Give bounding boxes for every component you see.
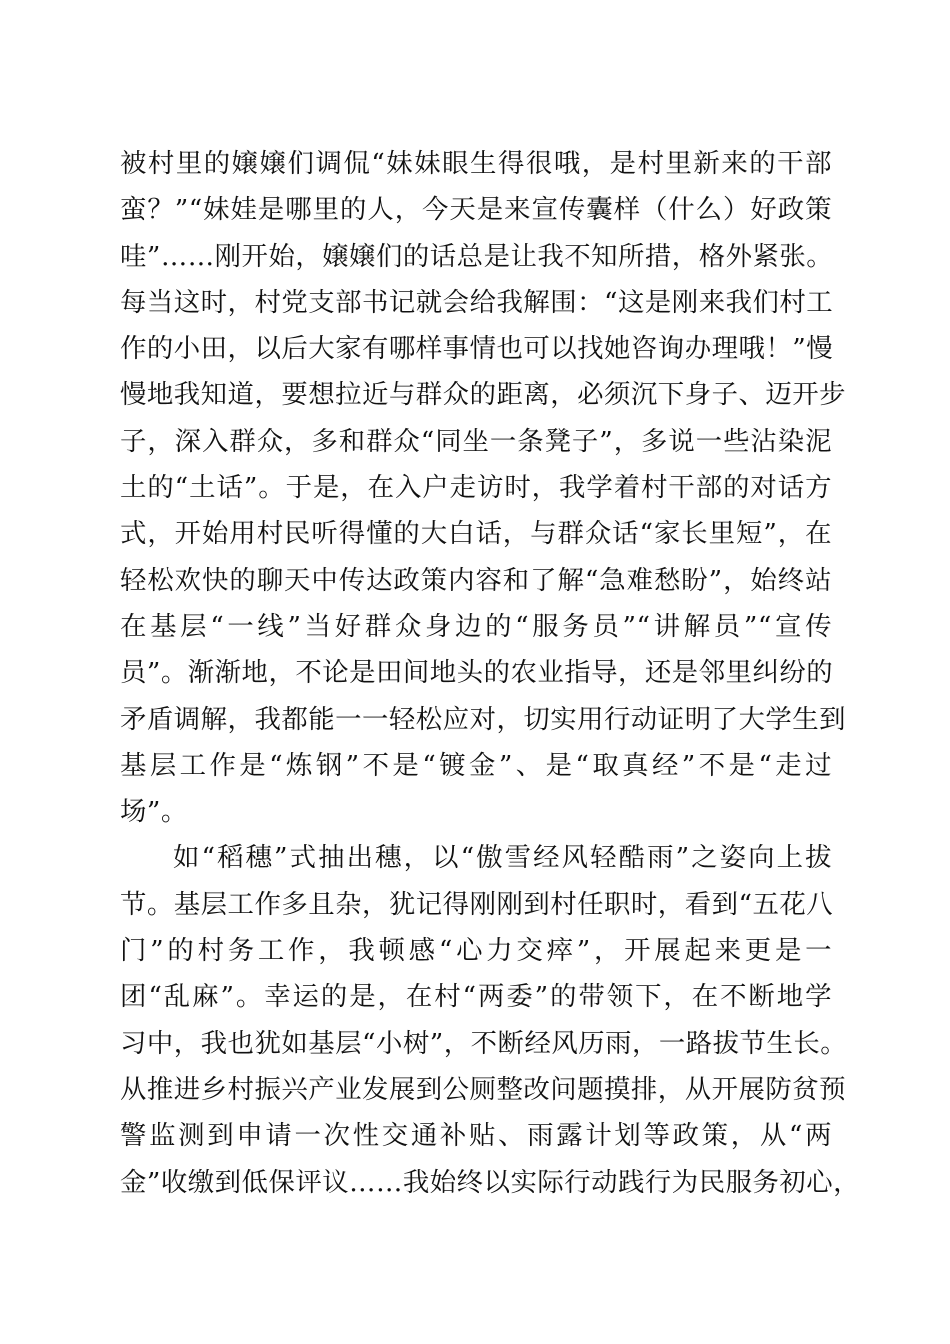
- text-line: 式，开始用村民听得懂的大白话，与群众话“家长里短”，在: [120, 518, 832, 550]
- text-line: 作的小田，以后大家有哪样事情也可以找她咨询办理哦！”慢: [120, 333, 834, 365]
- text-line: 节。基层工作多且杂，犹记得刚刚到村任职时，看到“五花八: [120, 888, 834, 920]
- text-line: 金”收缴到低保评议……我始终以实际行动践行为民服务初心，: [120, 1166, 861, 1198]
- text-line: 子，深入群众，多和群众“同坐一条凳子”，多说一些沾染泥: [120, 425, 832, 457]
- text-line: 哇”……刚开始，嬢嬢们的话总是让我不知所措，格外紧张。: [120, 240, 834, 272]
- text-line: 警监测到申请一次性交通补贴、雨露计划等政策，从“两: [120, 1120, 832, 1152]
- text-line: 员”。渐渐地，不论是田间地头的农业指导，还是邻里纠纷的: [120, 657, 834, 689]
- text-line: 场”。: [120, 796, 188, 828]
- text-line: 矛盾调解，我都能一一轻松应对，切实用行动证明了大学生到: [120, 703, 847, 735]
- text-line: 在基层“一线”当好群众身边的“服务员”“讲解员”“宣传: [120, 610, 832, 642]
- body-text: [120, 141, 861, 1206]
- text-line: 每当这时，村党支部书记就会给我解围：“这是刚来我们村工: [120, 286, 834, 318]
- text-line: 门”的村务工作，我顿感“心力交瘁”，开展起来更是一: [120, 935, 832, 967]
- text-line: 习中，我也犹如基层“小树”，不断经风历雨，一路拔节生长。: [120, 1027, 848, 1059]
- text-line: 基层工作是“炼钢”不是“镀金”、是“取真经”不是“走过: [120, 749, 832, 781]
- text-line: 从推进乡村振兴产业发展到公厕整改问题摸排，从开展防贫预: [120, 1073, 847, 1105]
- text-line: 团“乱麻”。幸运的是，在村“两委”的带领下，在不断地学: [120, 981, 832, 1013]
- text-line: 被村里的嬢嬢们调侃“妹妹眼生得很哦，是村里新来的干部: [120, 148, 832, 179]
- text-line: 轻松欢快的聊天中传达政策内容和了解“急难愁盼”，始终站: [120, 564, 832, 596]
- text-line: 土的“土话”。于是，在入户走访时，我学着村干部的对话方: [120, 472, 832, 504]
- text-line: 蛮？”“妹娃是哪里的人，今天是来宣传囊样（什么）好政策: [120, 194, 832, 226]
- text-line: 如“稻穗”式抽出穗，以“傲雪经风轻酷雨”之姿向上拔: [173, 842, 832, 874]
- text-line: 慢地我知道，要想拉近与群众的距离，必须沉下身子、迈开步: [120, 379, 847, 411]
